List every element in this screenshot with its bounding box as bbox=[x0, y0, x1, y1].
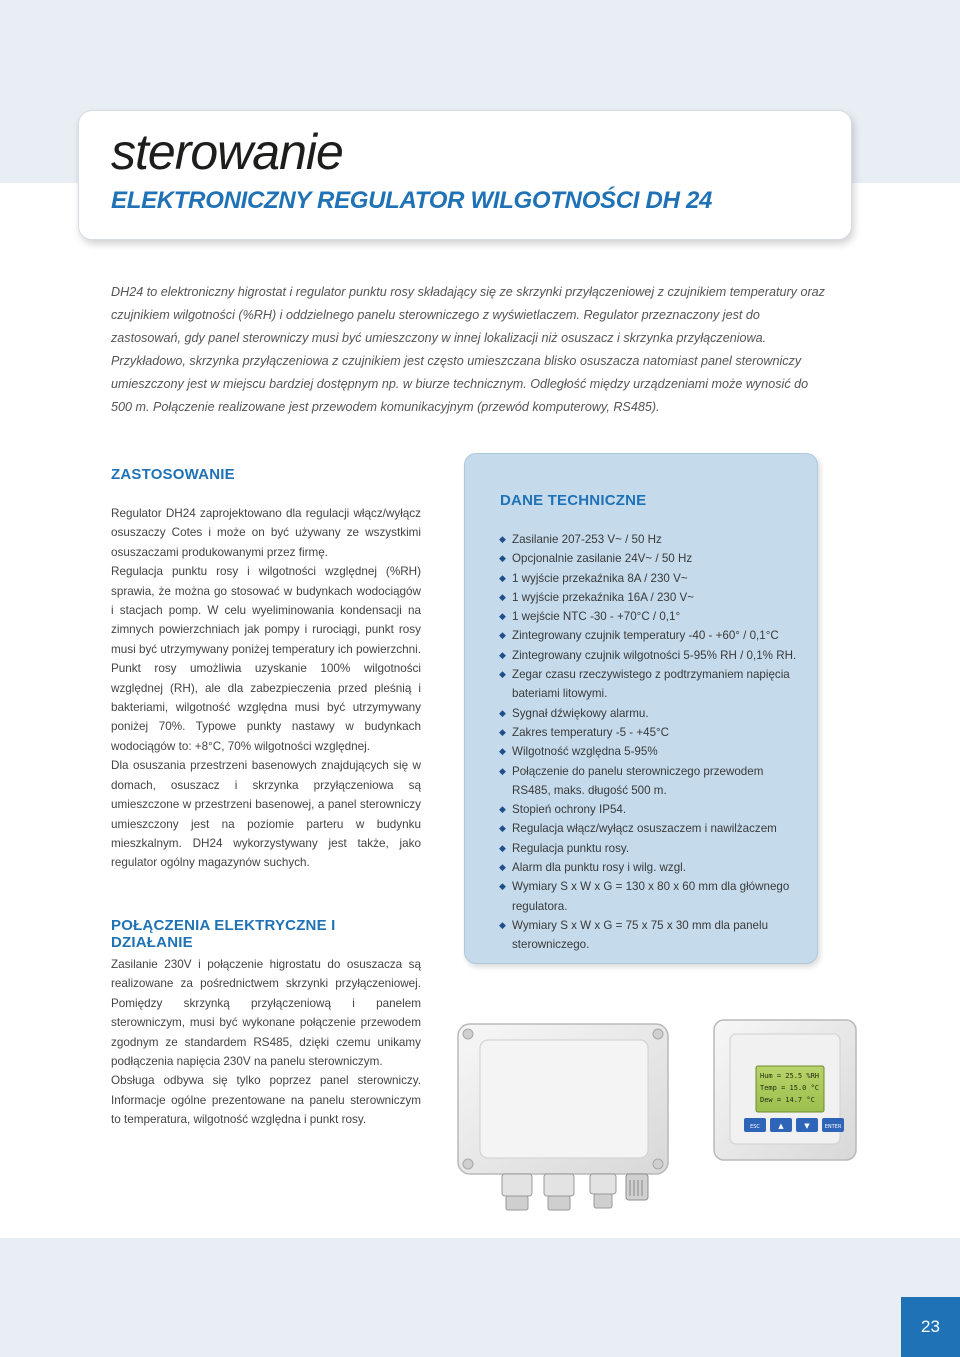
tech-data-text: Sygnał dźwiękowy alarmu. bbox=[512, 706, 649, 720]
panel-button-esc bbox=[744, 1118, 766, 1132]
bullet-diamond-icon: ◆ bbox=[499, 707, 506, 718]
bullet-diamond-icon: ◆ bbox=[499, 572, 506, 583]
bullet-diamond-icon: ◆ bbox=[499, 746, 506, 757]
intro-paragraph: DH24 to elektroniczny higrostat i regulator punktu rosy składający się ze skrzynki przyłączeniowej z czujnikiem temperatury oraz czujnikiem wilgotności (%RH) i oddzielnego panelu sterowniczego z wyświetlaczem. Regulator przeznaczony jest do zastosowań, gdy panel sterowniczy musi być umieszczony w innej lokalizacji niż osuszacz i skrzynka przyłączeniowa. Przykładowo, skrzynka przyłączeniowa z czujnikiem jest często umieszczana blisko osuszacza natomiast panel sterowniczy umieszczony jest w miejscu bardziej dostępnym np. w biurze technicznym. Odległość między urządzeniami może wynosić do 500 m. Połączenie realizowane jest przewodem komunikacyjnym (przewód komputerowy, RS485). bbox=[111, 285, 825, 414]
tech-data-text: Wilgotność względna 5-95% bbox=[512, 745, 658, 759]
title-card bbox=[78, 110, 852, 240]
bullet-diamond-icon: ◆ bbox=[499, 649, 506, 660]
tech-data-text: Zegar czasu rzeczywistego z podtrzymaniem napięcia bateriami litowymi. bbox=[512, 668, 790, 701]
tech-data-box bbox=[464, 453, 818, 964]
section-title-zastosowanie: ZASTOSOWANIE bbox=[111, 466, 235, 483]
tech-data-item bbox=[499, 646, 804, 665]
connection-box bbox=[458, 1024, 668, 1210]
bottom-band bbox=[0, 1238, 960, 1357]
bullet-diamond-icon: ◆ bbox=[499, 726, 506, 737]
tech-data-item bbox=[499, 530, 804, 549]
lcd-line: Hum = 25.5 %RH bbox=[760, 1072, 820, 1080]
tech-data-text: 1 wyjście przekaźnika 16A / 230 V~ bbox=[512, 590, 695, 604]
panel-button-enter bbox=[822, 1118, 844, 1132]
tech-data-item bbox=[499, 723, 804, 742]
tech-data-item bbox=[499, 877, 804, 916]
page-number: 23 bbox=[901, 1297, 960, 1357]
bullet-diamond-icon: ◆ bbox=[499, 611, 506, 622]
cable-gland-icon bbox=[544, 1174, 574, 1210]
tech-data-item bbox=[499, 665, 804, 704]
tech-data-text: Regulacja punktu rosy. bbox=[512, 841, 630, 855]
tech-data-item bbox=[499, 858, 804, 877]
tech-data-item bbox=[499, 916, 804, 955]
bullet-diamond-icon: ◆ bbox=[499, 630, 506, 641]
panel-button-down bbox=[796, 1118, 818, 1132]
sensor-probe-icon bbox=[626, 1174, 648, 1200]
tech-data-item bbox=[499, 742, 804, 761]
lcd-line: Dew = 14.7 °C bbox=[760, 1096, 815, 1104]
bullet-diamond-icon: ◆ bbox=[499, 669, 506, 680]
paragraph: Obsługa odbywa się tylko poprzez panel sterowniczy. Informacje ogólne prezentowane na panelu sterowniczym to temperatura, wilgotność względna i punkt rosy. bbox=[111, 1074, 421, 1127]
tech-data-item bbox=[499, 626, 804, 645]
paragraph: Regulacja punktu rosy i wilgotności względnej (%RH) sprawia, że można go stosować w budynkach wodociągów i stacjach pomp. W celu wyeliminowania kondensacji na zimnych powierzchniach jak pompy i rurociągi, punkt rosy musi być utrzymywany poniżej temperatury ich powierzchni. Punkt rosy umożliwia uzyskanie 100% wilgotności względnej (RH), ale dla zabezpieczenia przed pleśnią i bakteriami, wilgotność względna musi być utrzymywany poniżej 70%. Typowe punkty nastawy w budynkach wodociągów to: +8°C, 70% wilgotności względnej. bbox=[111, 565, 421, 753]
section-body-polaczenia bbox=[111, 955, 421, 1130]
tech-data-text: Wymiary S x W x G = 130 x 80 x 60 mm dla głównego regulatora. bbox=[512, 880, 790, 913]
tech-data-item bbox=[499, 819, 804, 838]
cable-gland-icon bbox=[590, 1174, 616, 1208]
bullet-diamond-icon: ◆ bbox=[499, 534, 506, 544]
section-title-dane: DANE TECHNICZNE bbox=[500, 492, 647, 509]
paragraph: Dla osuszania przestrzeni basenowych znajdujących się w domach, osuszacz i skrzynka przyłączeniowa są umieszczone w przestrzeni basenowej, a panel sterowniczy umieszczony jest na poziomie parteru w budynku mieszkalnym. DH24 wykorzystywany jest także, jako regulator ogólny magazynów suchych. bbox=[111, 759, 421, 870]
bullet-diamond-icon: ◆ bbox=[499, 823, 506, 834]
bullet-diamond-icon: ◆ bbox=[499, 919, 506, 930]
bullet-diamond-icon: ◆ bbox=[499, 881, 506, 892]
tech-data-item bbox=[499, 569, 804, 588]
tech-data-text: Zakres temperatury -5 - +45°C bbox=[512, 725, 670, 739]
tech-data-text: 1 wyjście przekaźnika 8A / 230 V~ bbox=[512, 571, 688, 585]
bullet-diamond-icon: ◆ bbox=[499, 553, 506, 564]
tech-data-text: Wymiary S x W x G = 75 x 75 x 30 mm dla panelu sterowniczego. bbox=[512, 918, 769, 952]
panel-button-up bbox=[770, 1118, 792, 1132]
bullet-diamond-icon: ◆ bbox=[499, 804, 506, 815]
bullet-diamond-icon: ◆ bbox=[499, 842, 506, 853]
tech-data-text: Stopień ochrony IP54. bbox=[512, 803, 627, 817]
bullet-diamond-icon: ◆ bbox=[499, 862, 506, 873]
tech-data-item bbox=[499, 800, 804, 819]
svg-text:ENTER: ENTER bbox=[824, 1124, 842, 1130]
svg-text:ESC: ESC bbox=[750, 1124, 760, 1130]
tech-data-list bbox=[499, 530, 804, 955]
tech-data-text: Regulacja włącz/wyłącz osuszaczem i nawilżaczem bbox=[512, 822, 777, 836]
page-subtitle: ELEKTRONICZNY REGULATOR WILGOTNOŚCI DH 24 bbox=[111, 187, 713, 214]
control-panel bbox=[714, 1020, 856, 1160]
section-body-zastosowanie bbox=[111, 504, 421, 873]
bullet-diamond-icon: ◆ bbox=[499, 591, 506, 602]
tech-data-item bbox=[499, 607, 804, 626]
tech-data-item bbox=[499, 549, 804, 568]
page-title: sterowanie bbox=[111, 124, 343, 180]
tech-data-text: Alarm dla punktu rosy i wilg. wzgl. bbox=[512, 861, 686, 875]
paragraph: Zasilanie 230V i połączenie higrostatu do osuszacza są realizowane za pośrednictwem skrzynki przyłączeniowej. Pomiędzy skrzynką przyłączeniową i panelem sterowniczym, musi być wykonane połączenie przewodem zgodnym ze standardem RS485, dzięki czemu unikamy podłączenia napięcia 230V na panelu sterowniczym. bbox=[111, 958, 421, 1069]
tech-data-item bbox=[499, 588, 804, 607]
tech-data-text: Połączenie do panelu sterowniczego przewodem RS485, maks. długość 500 m. bbox=[512, 764, 764, 797]
tech-data-item bbox=[499, 762, 804, 801]
device-image bbox=[440, 1010, 880, 1220]
tech-data-item bbox=[499, 839, 804, 858]
tech-data-text: Zintegrowany czujnik wilgotności 5-95% RH / 0,1% RH. bbox=[512, 648, 797, 662]
svg-text:▲: ▲ bbox=[778, 1122, 784, 1130]
tech-data-text: 1 wejście NTC -30 - +70°C / 0,1° bbox=[512, 610, 681, 624]
tech-data-text: Opcjonalnie zasilanie 24V~ / 50 Hz bbox=[512, 552, 693, 566]
device-illustration bbox=[440, 1010, 880, 1220]
paragraph: Regulator DH24 zaprojektowano dla regulacji włącz/wyłącz osuszaczy Cotes i może on być używany ze wszystkimi osuszaczami produkowanymi przez firmę. bbox=[111, 507, 421, 559]
cable-gland-icon bbox=[502, 1174, 532, 1210]
tech-data-text: Zintegrowany czujnik temperatury -40 - +60° / 0,1°C bbox=[512, 629, 779, 643]
tech-data-item bbox=[499, 704, 804, 723]
lcd-line: Temp = 15.0 °C bbox=[760, 1084, 820, 1092]
svg-text:▼: ▼ bbox=[804, 1122, 810, 1130]
bullet-diamond-icon: ◆ bbox=[499, 765, 506, 776]
section-title-polaczenia: POŁĄCZENIA ELEKTRYCZNE I DZIAŁANIE bbox=[111, 917, 336, 951]
tech-data-text: Zasilanie 207-253 V~ / 50 Hz bbox=[512, 533, 662, 546]
